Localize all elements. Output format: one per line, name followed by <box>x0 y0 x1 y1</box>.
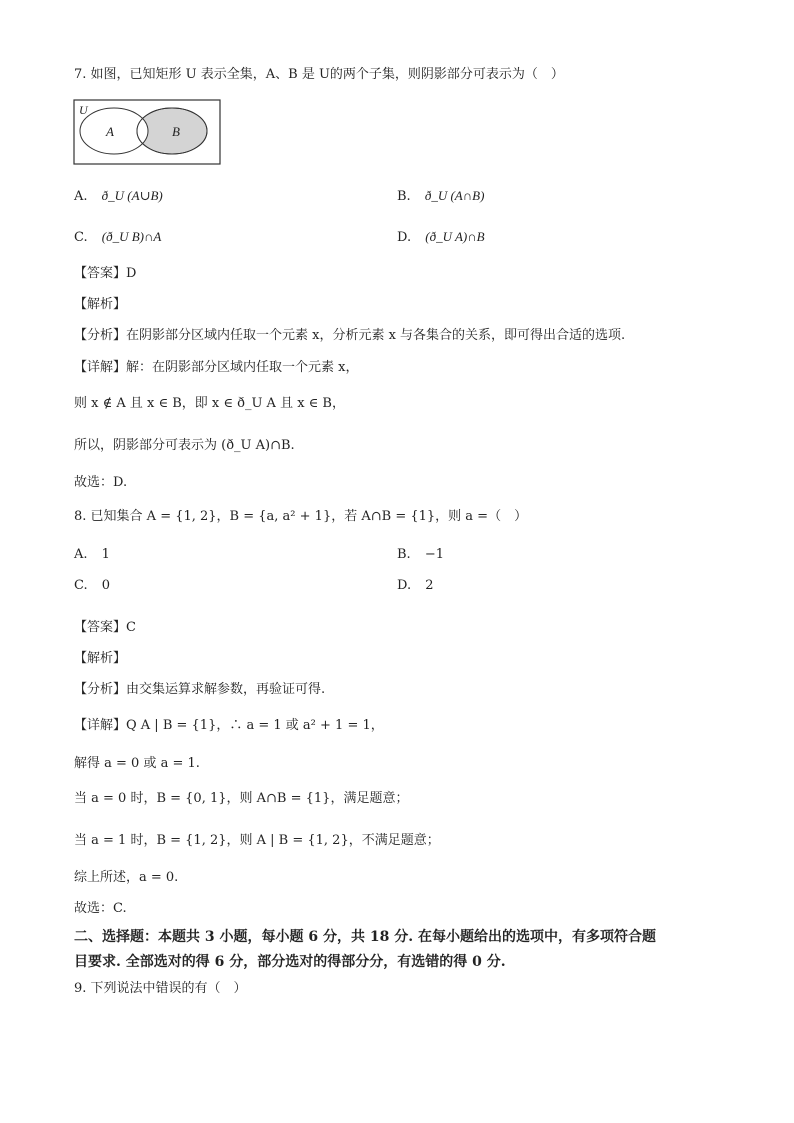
section2-line1: 二、选择题：本题共 3 小题，每小题 6 分，共 18 分. 在每小题给出的选项中，有多项符合题 <box>74 929 656 945</box>
q8-answer: 【答案】C <box>74 620 136 635</box>
option-letter: A. <box>74 189 88 204</box>
option-letter: B. <box>397 547 411 562</box>
option-value: 1 <box>101 547 110 562</box>
q8-step1: 解得 a = 0 或 a = 1. <box>74 756 200 771</box>
universe-label: U <box>79 103 88 117</box>
q7-choose: 故选：D. <box>74 475 128 490</box>
section2-line2: 目要求. 全部选对的得 6 分，部分选对的得部分分，有选错的得 0 分. <box>74 954 506 970</box>
q7-answer: 【答案】D <box>74 266 137 281</box>
q8-stem: 8. 已知集合 A = {1, 2}，B = {a, a² + 1}，若 A∩B = {1}，则 a =（ ） <box>74 509 528 524</box>
q7-option-b <box>397 187 484 206</box>
option-letter: D. <box>397 230 412 245</box>
q8-step2: 当 a = 0 时，B = {0, 1}，则 A∩B = {1}，满足题意； <box>74 791 409 806</box>
option-letter: C. <box>74 578 88 593</box>
set-b-label: B <box>172 124 180 139</box>
option-value: −1 <box>424 547 444 562</box>
q7-analysis-tag: 【解析】 <box>74 297 127 312</box>
option-expr: ð_U (A∩B) <box>424 188 485 203</box>
q7-option-c <box>74 228 161 247</box>
option-letter: D. <box>397 578 412 593</box>
option-value: 0 <box>101 578 111 593</box>
option-letter: A. <box>74 547 88 562</box>
q7-xiangjie: 【详解】解：在阴影部分区域内任取一个元素 x， <box>74 360 359 375</box>
q8-option-c <box>74 577 110 595</box>
q7-fenxi: 【分析】在阴影部分区域内任取一个元素 x，分析元素 x 与各集合的关系，即可得出合适的选项. <box>74 328 626 343</box>
q8-option-d <box>397 577 434 595</box>
q9-stem: 9. 下列说法中错误的有（ ） <box>74 981 247 996</box>
option-letter: C. <box>74 230 88 245</box>
q8-option-b <box>397 546 444 564</box>
q8-analysis-tag: 【解析】 <box>74 651 127 666</box>
q7-stem: 7. 如图，已知矩形 U 表示全集，A、B 是 U的两个子集，则阴影部分可表示为（ ） <box>74 67 564 82</box>
q8-xiangjie: 【详解】Q A | B = {1}，∴ a = 1 或 a² + 1 = 1， <box>74 718 384 733</box>
option-value: 2 <box>425 578 434 593</box>
q8-step4: 综上所述，a = 0. <box>74 870 179 885</box>
q7-option-d <box>397 228 485 247</box>
option-expr: ð_U (A∪B) <box>101 188 163 203</box>
option-letter: B. <box>397 189 411 204</box>
q7-step2: 所以，阴影部分可表示为 (ð_U A)∩B. <box>74 438 295 453</box>
set-a-label: A <box>106 124 114 139</box>
venn-diagram <box>73 99 221 165</box>
q8-choose: 故选：C. <box>74 901 127 916</box>
option-expr: (ð_U A)∩B <box>425 229 485 244</box>
q8-fenxi: 【分析】由交集运算求解参数，再验证可得. <box>74 682 326 697</box>
q8-option-a <box>74 546 110 564</box>
option-expr: (ð_U B)∩A <box>101 229 162 244</box>
q7-step1: 则 x ∉ A 且 x ∈ B，即 x ∈ ð_U A 且 x ∈ B， <box>74 396 345 411</box>
q8-step3: 当 a = 1 时，B = {1, 2}，则 A | B = {1, 2}，不满足题意； <box>74 833 440 848</box>
q7-option-a <box>74 187 163 206</box>
